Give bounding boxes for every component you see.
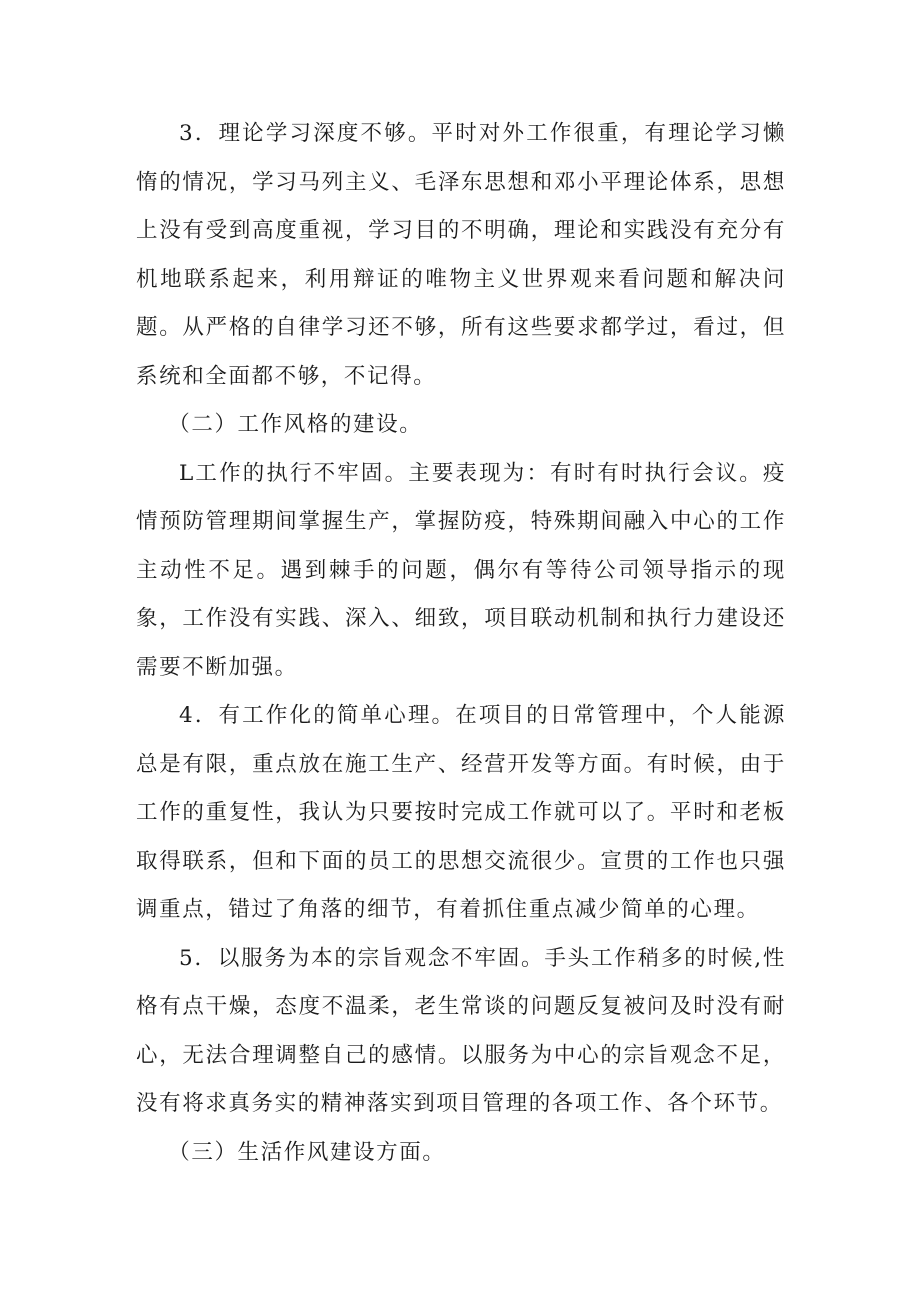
- paragraph-work-execution: L工作的执行不牢固。主要表现为：有时有时执行会议。疫情预防管理期间掌握生产，掌握防疫，特殊期间融入中心的工作主动性不足。遇到棘手的问题，偶尔有等待公司领导指示的现象，工作没有实践、深入、细致，项目联动机制和执行力建设还需要不断加强。: [136, 460, 786, 680]
- section-heading-work-style: （二）工作风格的建设。: [168, 412, 423, 437]
- section-heading-life-style: （三）生活作风建设方面。: [168, 1139, 446, 1165]
- document-body: [136, 110, 786, 1177]
- paragraph-simple-mentality: 4．有工作化的简单心理。在项目的日常管理中，个人能源总是有限，重点放在施工生产、经营开发等方面。有时候，由于工作的重复性，我认为只要按时完成工作就可以了。平时和老板取得联系，但和下面的员工的思想交流很少。宣贯的工作也只强调重点，错过了角落的细节，有着抓住重点减少简单的心理。: [136, 703, 786, 922]
- paragraph-theory-study: 3．理论学习深度不够。平时对外工作很重，有理论学习懒惰的情况，学习马列主义、毛泽东思想和邓小平理论体系，思想上没有受到高度重视，学习目的不明确，理论和实践没有充分有机地联系起来，利用辩证的唯物主义世界观来看问题和解决问题。从严格的自律学习还不够，所有这些要求都学过，看过，但系统和全面都不够，不记得。: [136, 121, 786, 389]
- paragraph-service-concept: 5．以服务为本的宗旨观念不牢固。手头工作稍多的时候,性格有点干燥，态度不温柔，老生常谈的问题反复被问及时没有耐心，无法合理调整自己的感情。以服务为中心的宗旨观念不足，没有将求真务实的精神落实到项目管理的各项工作、各个环节。: [136, 945, 786, 1116]
